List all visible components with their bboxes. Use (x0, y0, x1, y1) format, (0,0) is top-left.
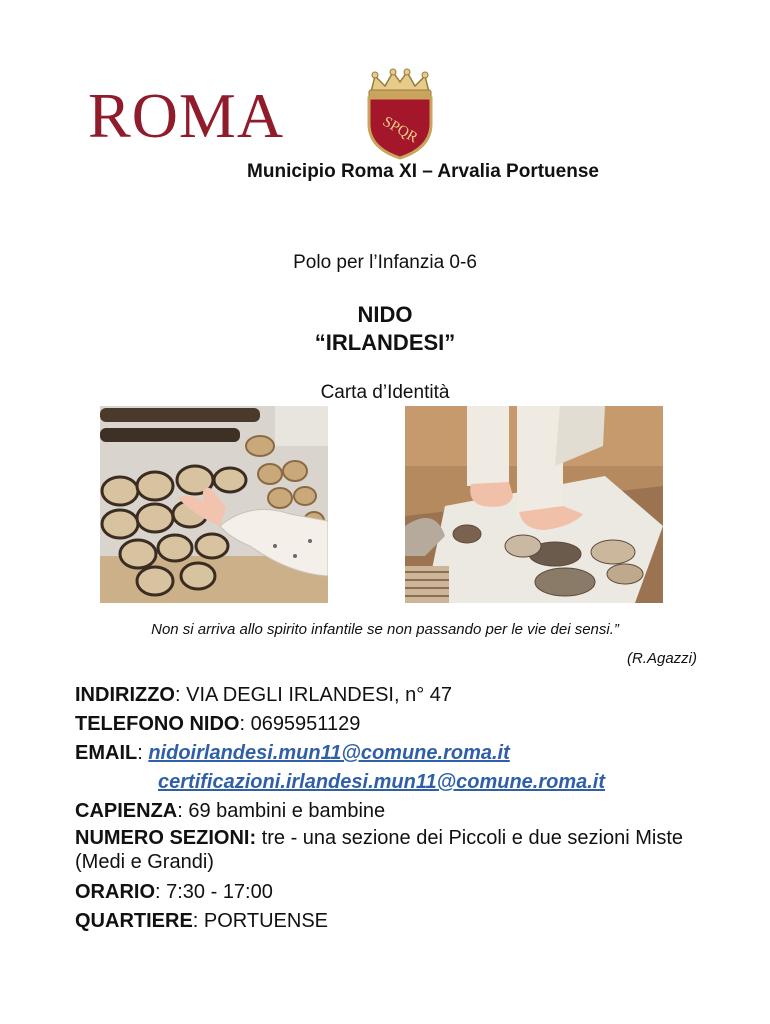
orario-label: ORARIO (75, 881, 155, 903)
carta-identita-heading: Carta d’Identità (320, 382, 450, 403)
roma-crest-icon (363, 68, 437, 160)
telefono-value: : 0695951129 (239, 713, 361, 735)
indirizzo-row (75, 681, 715, 710)
quartiere-row (75, 907, 715, 936)
photo-feet-on-stones (405, 406, 663, 603)
email-row-2 (75, 768, 715, 797)
quartiere-value: : PORTUENSE (192, 910, 329, 932)
email-link-nido[interactable]: nidoirlandesi.mun11@comune.roma.it (148, 742, 510, 764)
orario-row (75, 878, 715, 907)
sezioni-value: tre - una sezione dei Piccoli e due sezioni Miste (Medi e Grandi) (75, 827, 706, 873)
capienza-row (75, 797, 715, 826)
orario-value: : 7:30 - 17:00 (155, 881, 273, 903)
telefono-row (75, 710, 715, 739)
quartiere-label: QUARTIERE (75, 910, 193, 932)
nido-title-line1: NIDO (357, 302, 413, 327)
municipio-subtitle: Municipio Roma XI – Arvalia Portuense (247, 161, 599, 182)
agazzi-quote: Non si arriva allo spirito infantile se non passando per le vie dei sensi.” (151, 621, 619, 638)
email-separator: : (137, 742, 149, 764)
capienza-value: : 69 bambini e bambine (177, 800, 386, 822)
email-row (75, 739, 715, 768)
capienza-label: CAPIENZA (75, 800, 178, 822)
crest-spqr-text: SPQR (379, 113, 421, 147)
quote-author: (R.Agazzi) (626, 650, 697, 667)
sezioni-row (75, 826, 715, 874)
indirizzo-label: INDIRIZZO (75, 684, 175, 706)
polo-infanzia-text: Polo per l’Infanzia 0-6 (293, 252, 477, 273)
indirizzo-value: : VIA DEGLI IRLANDESI, n° 47 (175, 684, 453, 706)
nido-title (0, 301, 770, 357)
telefono-label: TELEFONO NIDO (75, 713, 240, 735)
email-link-certificazioni[interactable]: certificazioni.irlandesi.mun11@comune.roma.it (158, 771, 606, 793)
email-label: EMAIL (75, 742, 138, 764)
roma-logo-text: ROMA (88, 80, 285, 151)
nido-title-line2: “IRLANDESI” (314, 330, 456, 355)
sezioni-label: NUMERO SEZIONI: (75, 827, 257, 849)
info-section (75, 681, 715, 936)
photo-hand-on-wooden-discs (100, 406, 328, 603)
